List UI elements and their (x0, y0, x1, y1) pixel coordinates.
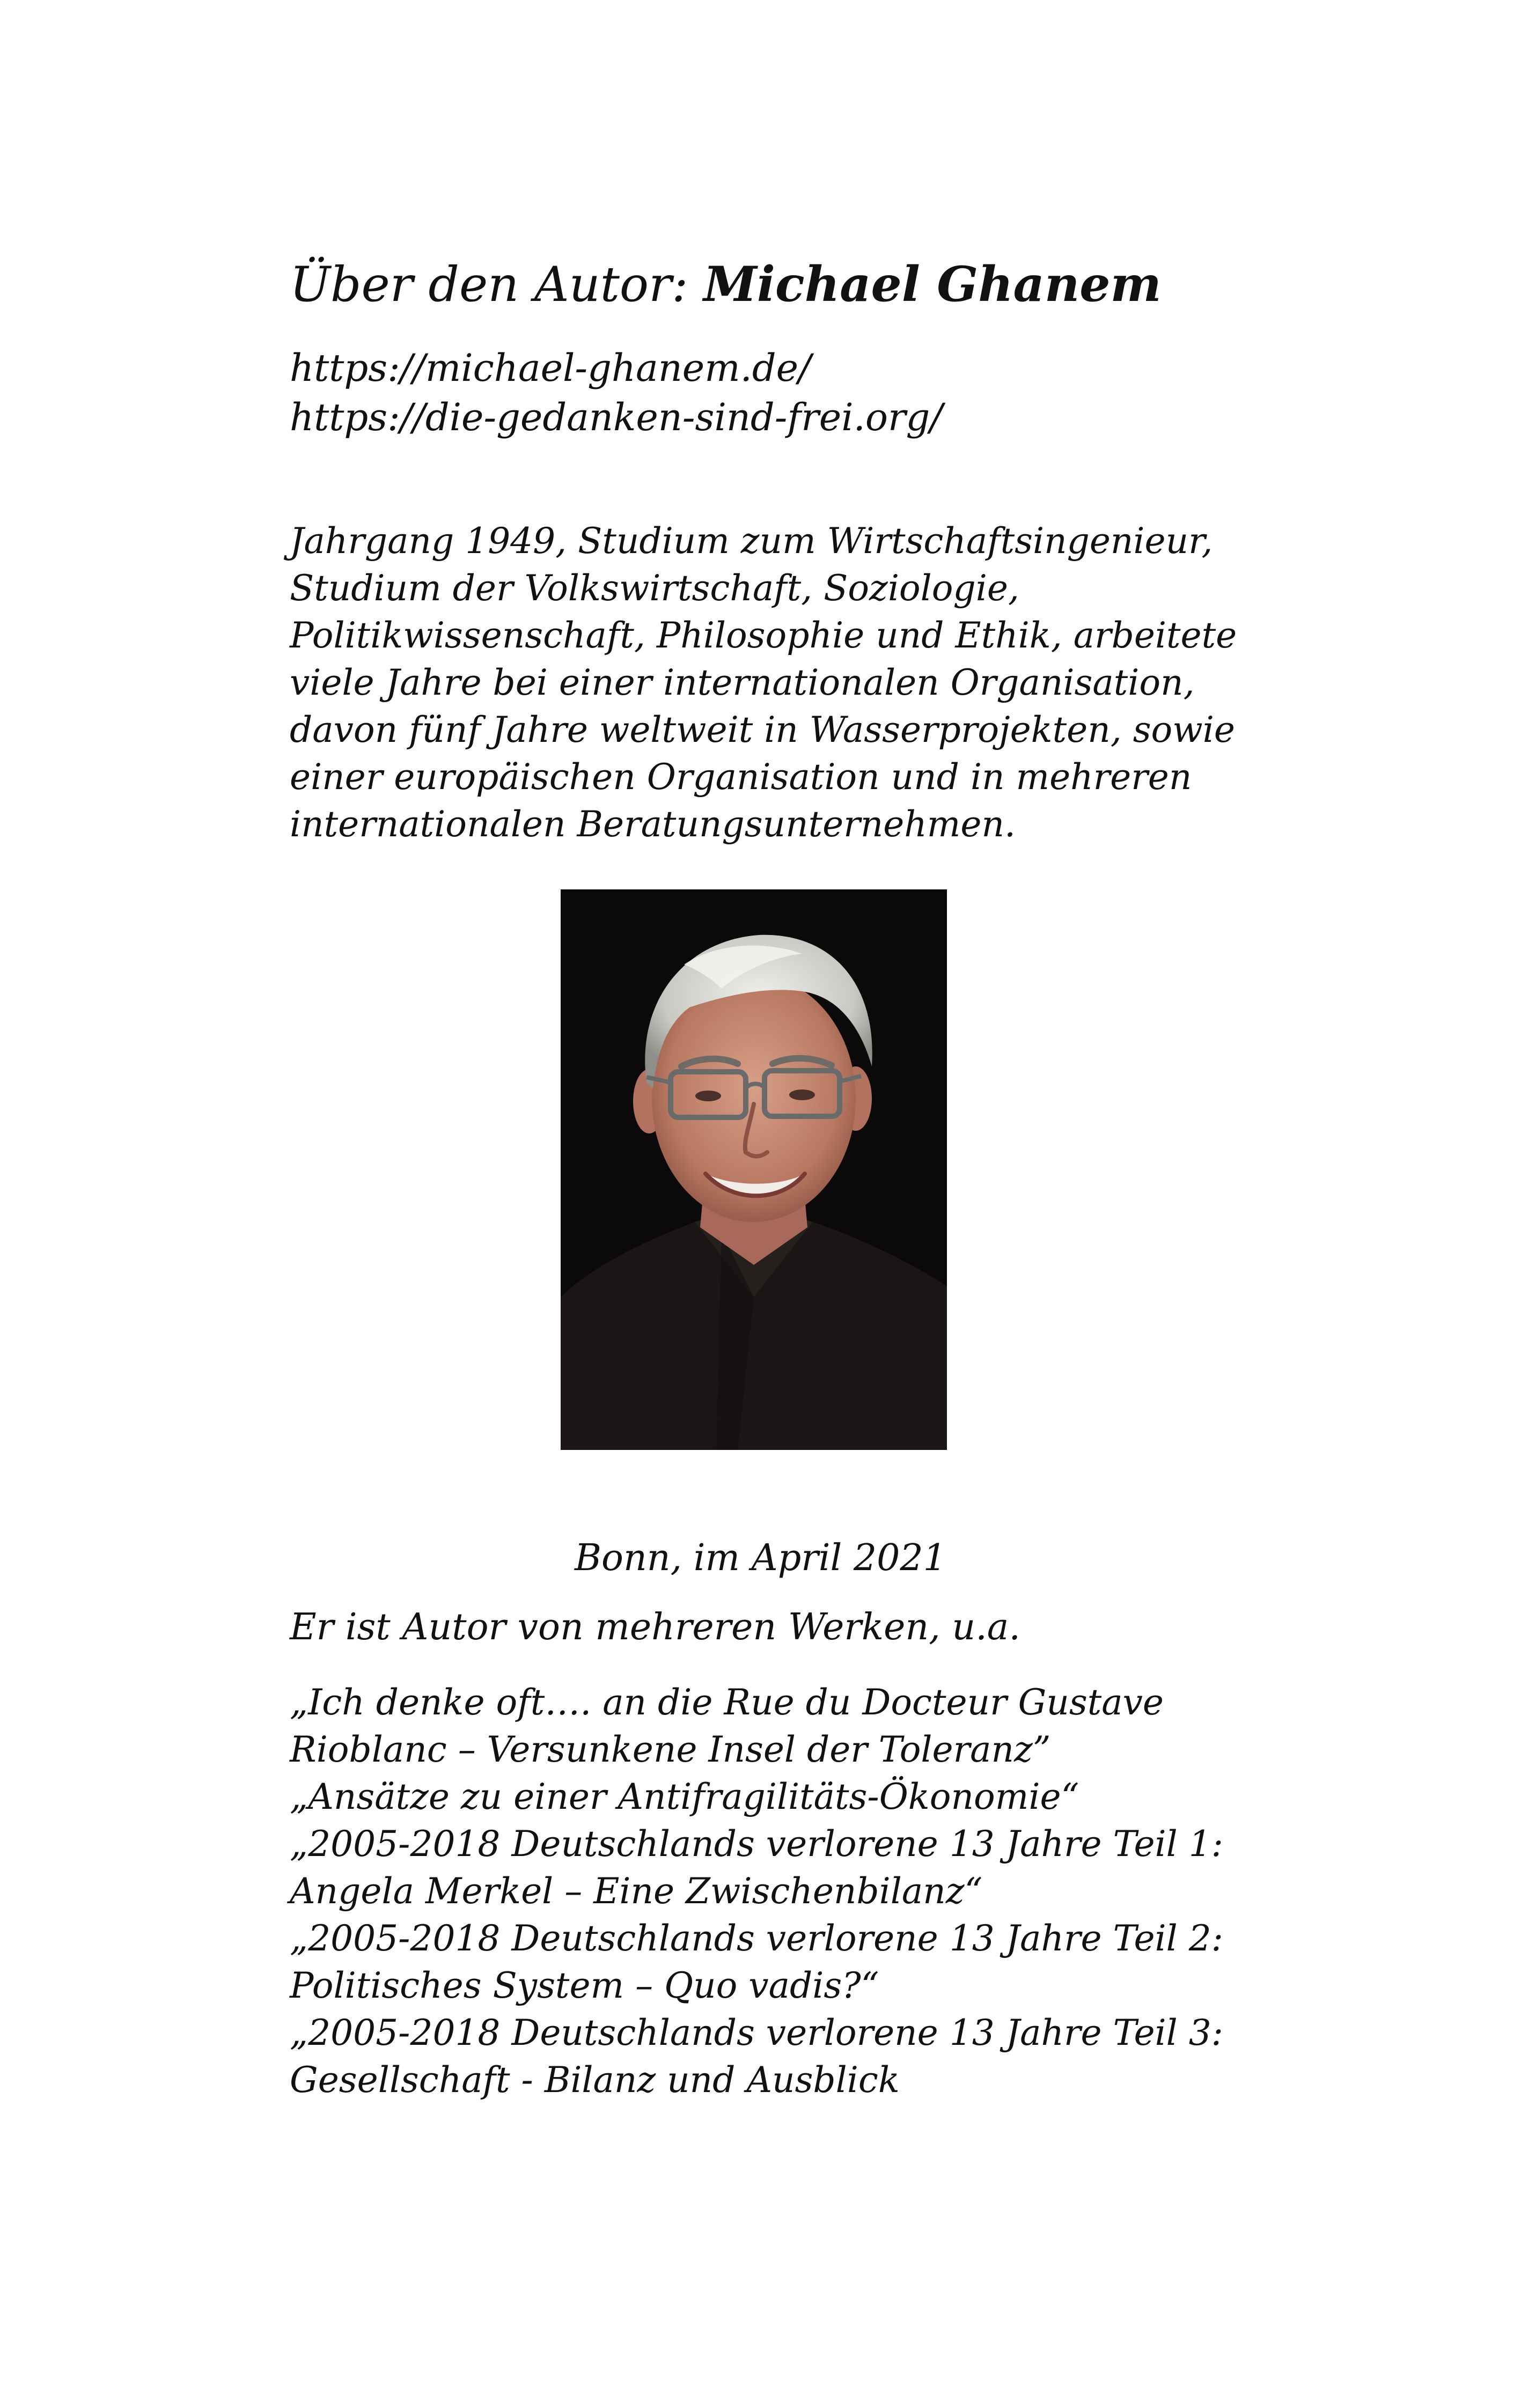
bio-line: einer europäischen Organisation und in mehreren (290, 756, 1192, 798)
title-prefix: Über den Autor: (290, 256, 704, 313)
bio-line: viele Jahre bei einer internationalen Organisation, (290, 662, 1195, 703)
works-intro: Er ist Autor von mehreren Werken, u.a. (290, 1606, 1020, 1648)
works-line: „Ansätze zu einer Antifragilitäts-Ökonomie“ (290, 1776, 1079, 1817)
page-title (290, 252, 1234, 317)
author-links (290, 343, 1234, 442)
works-line: „2005-2018 Deutschlands verlorene 13 Jahre Teil 3: (290, 2012, 1223, 2053)
bio-line: internationalen Beratungsunternehmen. (290, 804, 1016, 845)
works-line: „2005-2018 Deutschlands verlorene 13 Jahre Teil 1: (290, 1823, 1223, 1865)
author-bio (290, 518, 1237, 848)
works-line: „2005-2018 Deutschlands verlorene 13 Jahre Teil 2: (290, 1918, 1223, 1959)
bio-line: Politikwissenschaft, Philosophie und Ethik, arbeitete (290, 615, 1237, 656)
website-link[interactable]: https://michael-ghanem.de/ (290, 346, 811, 390)
author-portrait (561, 889, 947, 1450)
works-line: Gesellschaft - Bilanz und Ausblick (290, 2059, 900, 2101)
author-name: Michael Ghanem (703, 256, 1162, 313)
blog-link[interactable]: https://die-gedanken-sind-frei.org/ (290, 395, 943, 439)
works-line: Rioblanc – Versunkene Insel der Toleranz” (290, 1729, 1051, 1770)
works-line: Angela Merkel – Eine Zwischenbilanz“ (290, 1871, 983, 1912)
bio-line: davon fünf Jahre weltweit in Wasserprojekten, sowie (290, 709, 1235, 750)
place-date: Bonn, im April 2021 (575, 1537, 946, 1579)
bio-line: Jahrgang 1949, Studium zum Wirtschaftsingenieur, (290, 520, 1213, 562)
works-line: „Ich denke oft…. an die Rue du Docteur Gustave (290, 1682, 1164, 1723)
works-line: Politisches System – Quo vadis?“ (290, 1965, 879, 2006)
bio-line: Studium der Volkswirtschaft, Soziologie, (290, 568, 1019, 609)
works-list (290, 1679, 1234, 2104)
